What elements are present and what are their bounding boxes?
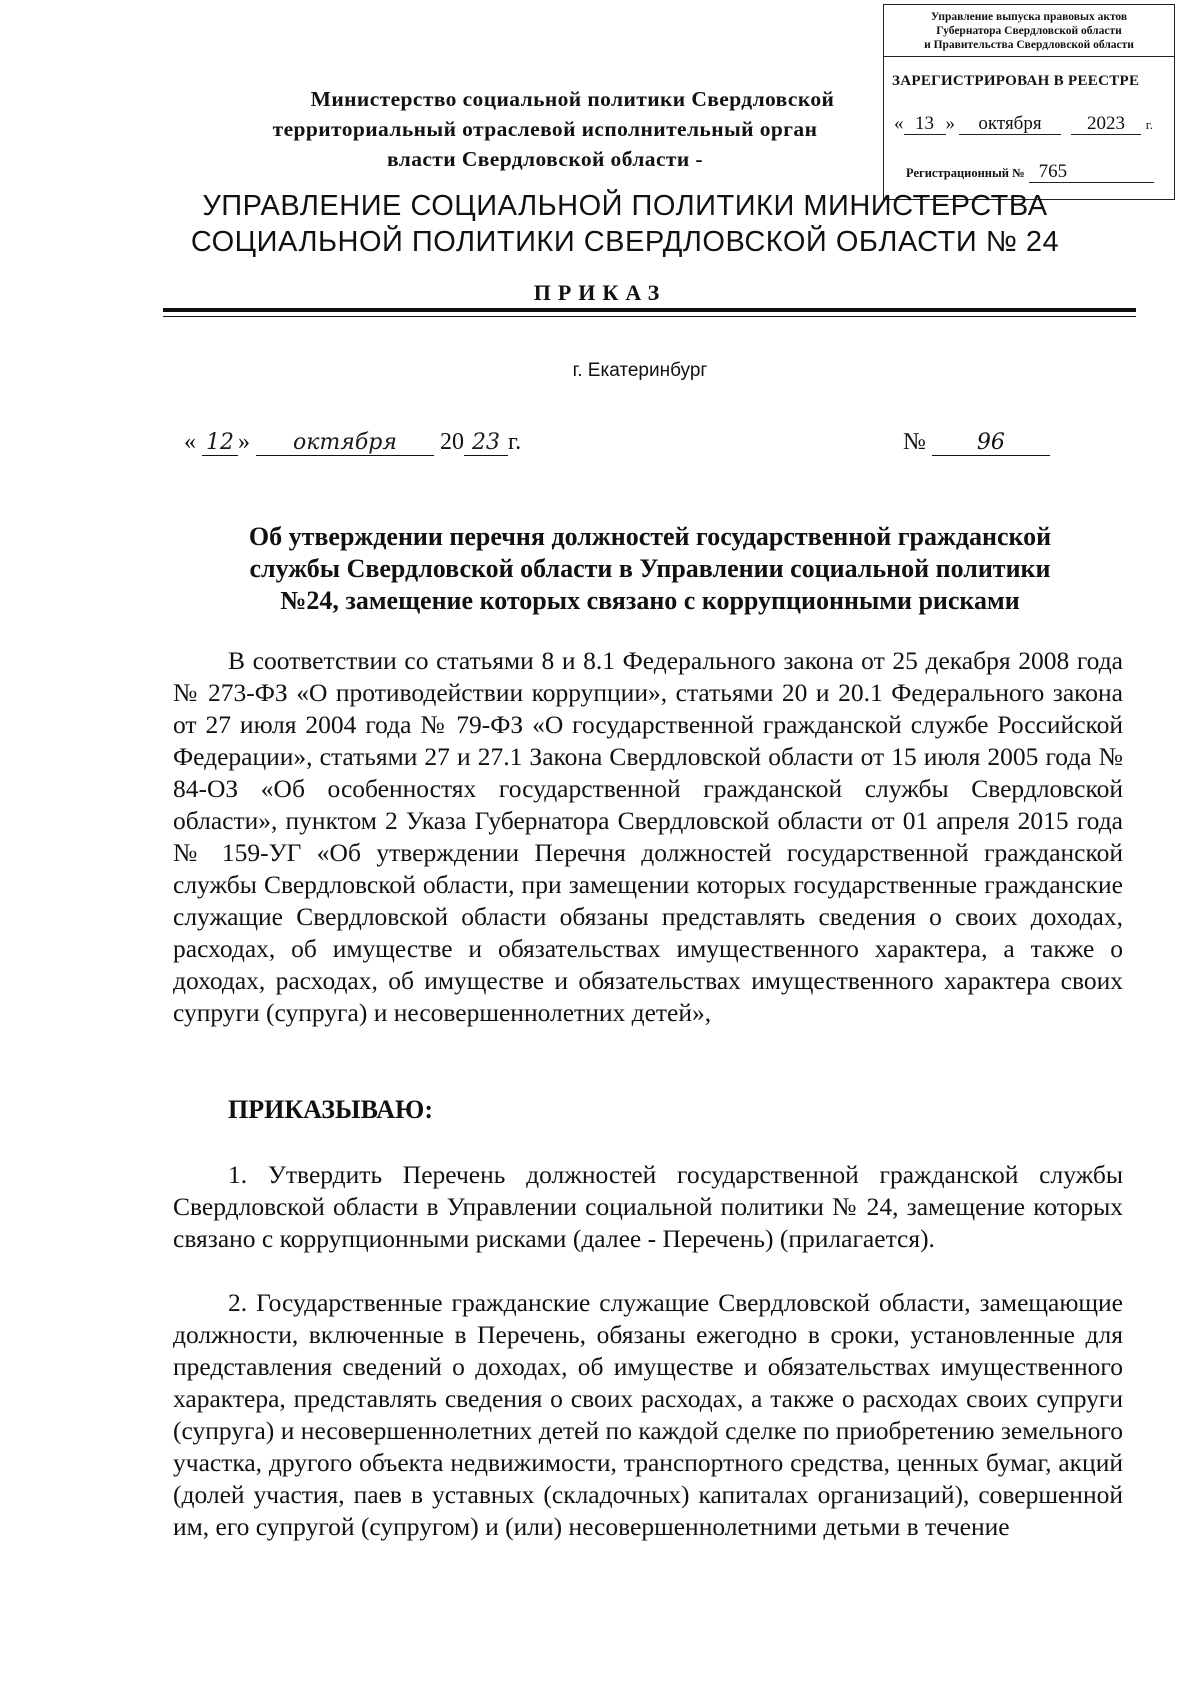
date-month: октября (256, 431, 434, 456)
stamp-reg-label: Регистрационный № (906, 166, 1025, 180)
header-rule-thin (163, 316, 1136, 317)
stamp-date (894, 113, 1153, 135)
date-quote-close: » (238, 429, 250, 455)
stamp-day: 13 (904, 114, 946, 135)
order-item-1 (173, 1159, 1123, 1255)
number-label: № (903, 429, 926, 455)
stamp-org-line1: Управление выпуска правовых актов (930, 11, 1128, 23)
orders-heading: ПРИКАЗЫВАЮ: (228, 1095, 433, 1124)
city: г. Екатеринбург (572, 360, 708, 381)
date-year-prefix: 20 (440, 429, 464, 455)
ministry-line3: власти Свердловской области - (387, 147, 703, 171)
stamp-org-line3: и Правительства Свердловской области (924, 39, 1134, 51)
registration-stamp (883, 4, 1175, 200)
stamp-reg-number-row (906, 162, 1154, 183)
department-title (150, 188, 1100, 260)
stamp-quote-open: « (894, 113, 904, 134)
stamp-month: октября (959, 114, 1061, 135)
date-day: 12 (202, 431, 238, 456)
ministry-header (200, 84, 890, 174)
stamp-year-suffix: г. (1145, 117, 1153, 132)
preamble-text: В соответствии со статьями 8 и 8.1 Федерального закона от 25 декабря 2008 года № 273-ФЗ «О противодействии коррупции», статьями 20 и 20.1 Федерального закона от 27 июля 2004 года № 79-ФЗ «О государственной гражданской службе Российской Федерации», статьями 27 и 27.1 Закона Свердловской области от 15 июля 2005 года № 84-ОЗ «Об особенностях государственной гражданской службы Свердловской области», пунктом 2 Указа Губернатора Свердловской области от 01 апреля 2015 года № 159-УГ «Об утверждении Перечня должностей государственной гражданской службы Свердловской области, при замещении которых государственные гражданские служащие Свердловской области обязаны представлять сведения о своих доходах, расходах, об имуществе и обязательствах имущественного характера, а также о доходах, расходах, об имуществе и обязательствах имущественного характера своих супруги (супруга) и несовершеннолетних детей», (173, 646, 1123, 1027)
subject-line2: службы Свердловской области в Управлении социальной политики (249, 554, 1051, 583)
subject-line1: Об утверждении перечня должностей государственной гражданской (248, 522, 1052, 551)
date-year-suffix: 23 (464, 431, 508, 456)
stamp-year: 2023 (1071, 114, 1141, 135)
header-rule-thick (163, 308, 1136, 312)
document-type-title: ПРИКАЗ (533, 280, 667, 305)
date-g: г. (508, 429, 522, 455)
document-date (184, 429, 521, 456)
department-title-line1: УПРАВЛЕНИЕ СОЦИАЛЬНОЙ ПОЛИТИКИ МИНИСТЕРСТВА (202, 190, 1048, 222)
stamp-quote-close: » (945, 113, 955, 134)
stamp-registered-label: ЗАРЕГИСТРИРОВАН В РЕЕСТРЕ (892, 73, 1140, 89)
stamp-header (884, 5, 1174, 57)
ministry-line1: Министерство социальной политики Свердловской (310, 87, 835, 111)
preamble-paragraph (173, 645, 1123, 1029)
document-subject (170, 521, 1130, 617)
date-quote-open: « (184, 429, 196, 455)
order-item-1-text: 1. Утвердить Перечень должностей государственной гражданской службы Свердловской области в Управлении социальной политики № 24, замещение которых связано с коррупционными рисками (далее - Перечень) (прилагается). (173, 1160, 1123, 1253)
subject-line3: №24, замещение которых связано с коррупционными рисками (280, 586, 1020, 615)
document-number (903, 429, 1050, 456)
number-value: 96 (932, 431, 1050, 456)
order-item-2-text: 2. Государственные гражданские служащие Свердловской области, замещающие должности, включенные в Перечень, обязаны ежегодно в сроки, установленные для представления сведений о доходах, об имуществе и обязательствах имущественного характера, представлять сведения о своих расходах, а также о расходах своих супруги (супруга) и несовершеннолетних детей по каждой сделке по приобретению земельного участка, другого объекта недвижимости, транспортного средства, ценных бумаг, акций (долей участия, паев в уставных (складочных) капиталах организаций), совершенной им, его супругой (супругом) и (или) несовершеннолетними детьми в течение (173, 1288, 1123, 1541)
stamp-org-line2: Губернатора Свердловской области (936, 25, 1122, 37)
department-title-line2: СОЦИАЛЬНОЙ ПОЛИТИКИ СВЕРДЛОВСКОЙ ОБЛАСТИ № 24 (190, 226, 1060, 258)
order-item-2 (173, 1287, 1123, 1543)
stamp-reg-number: 765 (1029, 162, 1154, 183)
ministry-line2: территориальный отраслевой исполнительный орган (272, 117, 818, 141)
